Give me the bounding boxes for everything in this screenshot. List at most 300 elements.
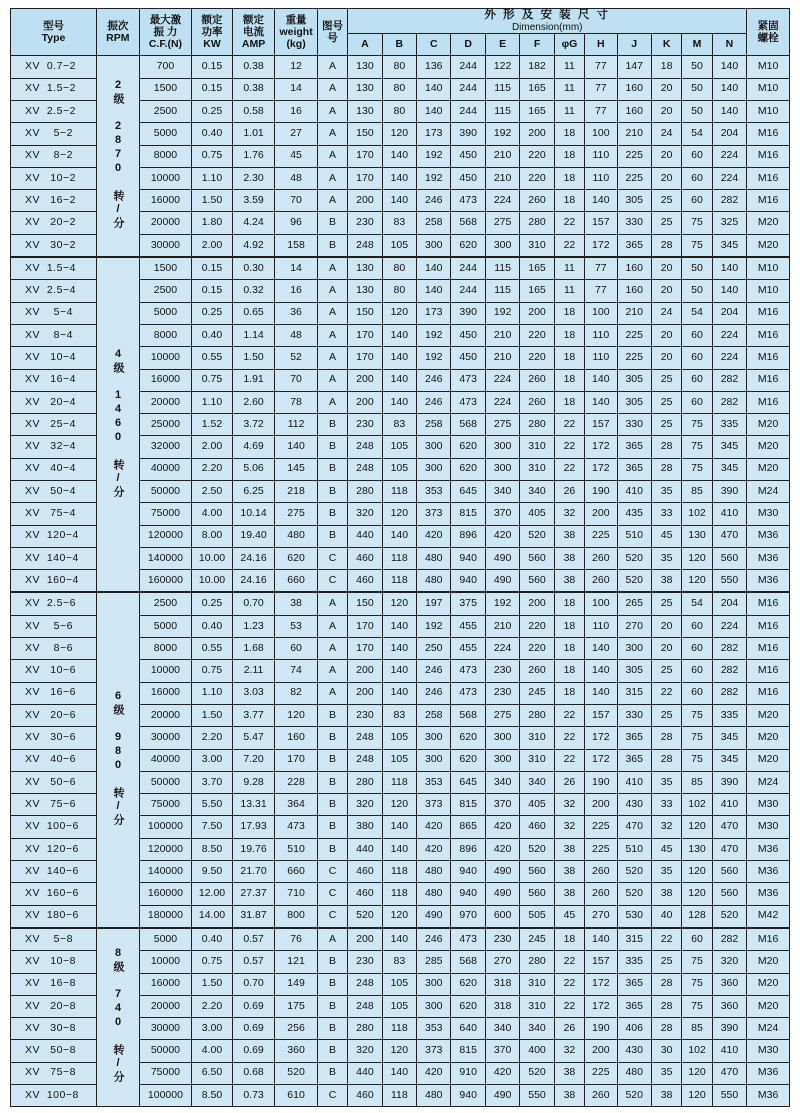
- cell-dim-a: 320: [348, 794, 382, 816]
- cell-type: XV 16−2: [11, 190, 97, 212]
- cell-dim-c: 246: [417, 369, 451, 391]
- cell-dim-h: 77: [585, 100, 617, 122]
- cell-weight-kg: 96: [275, 212, 318, 234]
- cell-dim-m: 60: [682, 660, 712, 682]
- cell-dim-n: 140: [712, 78, 747, 100]
- cell-dim-g: 38: [554, 547, 584, 569]
- cell-dim-k: 20: [651, 100, 681, 122]
- cell-dim-b: 140: [382, 145, 416, 167]
- header-power-kw: 额定 功率 KW: [192, 9, 233, 56]
- cell-dim-m: 75: [682, 951, 712, 973]
- cell-current-amp: 0.69: [232, 1040, 275, 1062]
- table-header: [11, 9, 790, 56]
- cell-dim-c: 480: [417, 1085, 451, 1107]
- cell-figure: B: [317, 749, 347, 771]
- cell-dim-g: 11: [554, 78, 584, 100]
- cell-cf-n: 8000: [139, 324, 192, 346]
- cell-dim-h: 157: [585, 704, 617, 726]
- cell-dim-f: 220: [520, 145, 554, 167]
- cell-dim-d: 640: [451, 1018, 485, 1040]
- cell-bolt: M10: [747, 257, 790, 280]
- cell-figure: B: [317, 973, 347, 995]
- cell-cf-n: 2500: [139, 592, 192, 615]
- cell-dim-j: 330: [617, 414, 651, 436]
- cell-weight-kg: 36: [275, 302, 318, 324]
- cell-dim-g: 32: [554, 1040, 584, 1062]
- cell-weight-kg: 175: [275, 995, 318, 1017]
- cell-dim-a: 460: [348, 547, 382, 569]
- cell-figure: A: [317, 302, 347, 324]
- cell-figure: B: [317, 704, 347, 726]
- cell-dim-c: 300: [417, 995, 451, 1017]
- header-dim-e: E: [485, 34, 519, 56]
- cell-dim-a: 248: [348, 458, 382, 480]
- cell-dim-j: 365: [617, 727, 651, 749]
- cell-dim-d: 390: [451, 302, 485, 324]
- cell-dim-j: 520: [617, 861, 651, 883]
- cell-dim-g: 45: [554, 905, 584, 928]
- cell-power-kw: 0.75: [192, 951, 233, 973]
- cell-type: XV 5−6: [11, 615, 97, 637]
- cell-dim-n: 410: [712, 503, 747, 525]
- cell-figure: B: [317, 525, 347, 547]
- cell-dim-j: 225: [617, 167, 651, 189]
- cell-dim-m: 75: [682, 436, 712, 458]
- cell-dim-j: 305: [617, 391, 651, 413]
- cell-type: XV 10−6: [11, 660, 97, 682]
- cell-cf-n: 8000: [139, 145, 192, 167]
- cell-dim-j: 520: [617, 883, 651, 905]
- cell-dim-k: 20: [651, 145, 681, 167]
- cell-dim-f: 520: [520, 525, 554, 547]
- cell-power-kw: 9.50: [192, 861, 233, 883]
- cell-bolt: M10: [747, 56, 790, 78]
- cell-dim-c: 246: [417, 190, 451, 212]
- cell-power-kw: 3.70: [192, 771, 233, 793]
- cell-cf-n: 75000: [139, 503, 192, 525]
- cell-cf-n: 2500: [139, 100, 192, 122]
- cell-dim-j: 160: [617, 280, 651, 302]
- cell-dim-e: 210: [485, 347, 519, 369]
- cell-dim-e: 420: [485, 816, 519, 838]
- cell-dim-n: 560: [712, 547, 747, 569]
- cell-figure: A: [317, 638, 347, 660]
- cell-dim-b: 105: [382, 234, 416, 257]
- cell-dim-h: 140: [585, 660, 617, 682]
- cell-dim-c: 300: [417, 234, 451, 257]
- cell-weight-kg: 16: [275, 280, 318, 302]
- cell-dim-c: 300: [417, 749, 451, 771]
- cell-dim-b: 120: [382, 503, 416, 525]
- cell-power-kw: 0.75: [192, 369, 233, 391]
- cell-figure: A: [317, 190, 347, 212]
- cell-bolt: M16: [747, 167, 790, 189]
- cell-dim-n: 410: [712, 794, 747, 816]
- cell-bolt: M16: [747, 682, 790, 704]
- cell-type: XV 120−6: [11, 838, 97, 860]
- cell-current-amp: 4.92: [232, 234, 275, 257]
- cell-dim-e: 490: [485, 570, 519, 593]
- cell-dim-f: 165: [520, 280, 554, 302]
- cell-dim-j: 520: [617, 570, 651, 593]
- cell-figure: B: [317, 234, 347, 257]
- cell-cf-n: 160000: [139, 570, 192, 593]
- cell-dim-g: 32: [554, 816, 584, 838]
- cell-dim-b: 80: [382, 78, 416, 100]
- cell-figure: A: [317, 123, 347, 145]
- cell-dim-j: 270: [617, 615, 651, 637]
- cell-dim-h: 157: [585, 951, 617, 973]
- cell-dim-d: 815: [451, 794, 485, 816]
- cell-dim-f: 280: [520, 951, 554, 973]
- cell-dim-e: 600: [485, 905, 519, 928]
- cell-dim-m: 50: [682, 257, 712, 280]
- cell-dim-f: 520: [520, 838, 554, 860]
- cell-weight-kg: 800: [275, 905, 318, 928]
- cell-cf-n: 50000: [139, 771, 192, 793]
- cell-dim-g: 11: [554, 257, 584, 280]
- cell-dim-c: 173: [417, 302, 451, 324]
- cell-dim-g: 18: [554, 638, 584, 660]
- cell-bolt: M24: [747, 1018, 790, 1040]
- cell-dim-b: 105: [382, 995, 416, 1017]
- cell-power-kw: 0.15: [192, 257, 233, 280]
- cell-dim-g: 11: [554, 100, 584, 122]
- cell-dim-e: 210: [485, 615, 519, 637]
- cell-type: XV 5−2: [11, 123, 97, 145]
- cell-dim-b: 118: [382, 570, 416, 593]
- cell-dim-h: 260: [585, 861, 617, 883]
- cell-dim-g: 18: [554, 190, 584, 212]
- cell-current-amp: 0.38: [232, 56, 275, 78]
- cell-current-amp: 3.77: [232, 704, 275, 726]
- cell-dim-c: 373: [417, 794, 451, 816]
- cell-weight-kg: 149: [275, 973, 318, 995]
- cell-current-amp: 19.40: [232, 525, 275, 547]
- cell-dim-g: 18: [554, 928, 584, 951]
- cell-power-kw: 8.50: [192, 1085, 233, 1107]
- cell-dim-d: 455: [451, 638, 485, 660]
- cell-dim-j: 430: [617, 1040, 651, 1062]
- cell-cf-n: 5000: [139, 123, 192, 145]
- cell-power-kw: 1.50: [192, 190, 233, 212]
- cell-dim-j: 147: [617, 56, 651, 78]
- cell-figure: A: [317, 167, 347, 189]
- cell-dim-d: 568: [451, 951, 485, 973]
- cell-dim-d: 645: [451, 481, 485, 503]
- cell-type: XV 16−6: [11, 682, 97, 704]
- cell-dim-b: 105: [382, 973, 416, 995]
- cell-current-amp: 0.38: [232, 78, 275, 100]
- cell-dim-d: 896: [451, 525, 485, 547]
- cell-cf-n: 16000: [139, 190, 192, 212]
- cell-dim-g: 22: [554, 973, 584, 995]
- cell-dim-e: 270: [485, 951, 519, 973]
- cell-dim-h: 77: [585, 280, 617, 302]
- cell-cf-n: 100000: [139, 1085, 192, 1107]
- cell-dim-n: 390: [712, 1018, 747, 1040]
- cell-power-kw: 7.50: [192, 816, 233, 838]
- cell-type: XV 140−6: [11, 861, 97, 883]
- cell-bolt: M16: [747, 391, 790, 413]
- cell-dim-h: 140: [585, 638, 617, 660]
- header-cf: 最大激 振 力 C.F.(N): [139, 9, 192, 56]
- cell-figure: C: [317, 570, 347, 593]
- cell-dim-k: 38: [651, 883, 681, 905]
- cell-dim-b: 140: [382, 615, 416, 637]
- cell-dim-c: 420: [417, 838, 451, 860]
- cell-dim-b: 105: [382, 436, 416, 458]
- cell-current-amp: 3.59: [232, 190, 275, 212]
- cell-dim-m: 85: [682, 771, 712, 793]
- cell-dim-k: 20: [651, 257, 681, 280]
- cell-dim-g: 38: [554, 1085, 584, 1107]
- cell-bolt: M16: [747, 324, 790, 346]
- cell-dim-h: 110: [585, 145, 617, 167]
- cell-dim-f: 260: [520, 391, 554, 413]
- cell-dim-c: 192: [417, 167, 451, 189]
- cell-current-amp: 31.87: [232, 905, 275, 928]
- cell-dim-g: 18: [554, 615, 584, 637]
- cell-dim-j: 305: [617, 369, 651, 391]
- cell-dim-d: 620: [451, 749, 485, 771]
- cell-dim-f: 560: [520, 570, 554, 593]
- cell-dim-n: 470: [712, 838, 747, 860]
- cell-figure: A: [317, 257, 347, 280]
- cell-dim-f: 245: [520, 682, 554, 704]
- cell-figure: B: [317, 727, 347, 749]
- cell-type: XV 5−4: [11, 302, 97, 324]
- cell-dim-j: 365: [617, 973, 651, 995]
- cell-dim-k: 20: [651, 347, 681, 369]
- cell-dim-m: 120: [682, 1062, 712, 1084]
- cell-dim-k: 33: [651, 794, 681, 816]
- cell-dim-c: 246: [417, 682, 451, 704]
- cell-dim-c: 173: [417, 123, 451, 145]
- cell-current-amp: 1.50: [232, 347, 275, 369]
- cell-dim-a: 200: [348, 190, 382, 212]
- cell-current-amp: 0.70: [232, 592, 275, 615]
- cell-figure: B: [317, 995, 347, 1017]
- cell-dim-a: 460: [348, 570, 382, 593]
- cell-cf-n: 120000: [139, 838, 192, 860]
- cell-dim-k: 25: [651, 592, 681, 615]
- cell-dim-h: 100: [585, 123, 617, 145]
- cell-dim-h: 100: [585, 302, 617, 324]
- cell-weight-kg: 121: [275, 951, 318, 973]
- cell-dim-b: 118: [382, 771, 416, 793]
- cell-dim-j: 365: [617, 458, 651, 480]
- cell-cf-n: 700: [139, 56, 192, 78]
- cell-dim-c: 192: [417, 615, 451, 637]
- cell-dim-a: 380: [348, 816, 382, 838]
- cell-bolt: M20: [747, 458, 790, 480]
- cell-dim-c: 353: [417, 771, 451, 793]
- cell-dim-a: 200: [348, 369, 382, 391]
- cell-dim-n: 224: [712, 145, 747, 167]
- cell-dim-j: 160: [617, 100, 651, 122]
- cell-bolt: M16: [747, 638, 790, 660]
- cell-dim-d: 940: [451, 861, 485, 883]
- cell-dim-n: 140: [712, 257, 747, 280]
- cell-dim-c: 136: [417, 56, 451, 78]
- cell-pole-rpm-group: 6级 980 转/分: [97, 592, 140, 927]
- cell-dim-f: 220: [520, 324, 554, 346]
- cell-dim-h: 200: [585, 503, 617, 525]
- cell-dim-e: 224: [485, 369, 519, 391]
- cell-dim-b: 118: [382, 547, 416, 569]
- cell-dim-j: 305: [617, 660, 651, 682]
- cell-cf-n: 40000: [139, 749, 192, 771]
- cell-dim-j: 530: [617, 905, 651, 928]
- cell-dim-b: 140: [382, 167, 416, 189]
- cell-dim-k: 28: [651, 1018, 681, 1040]
- cell-dim-k: 22: [651, 928, 681, 951]
- cell-dim-d: 473: [451, 190, 485, 212]
- cell-dim-m: 60: [682, 369, 712, 391]
- cell-dim-j: 330: [617, 704, 651, 726]
- cell-dim-e: 370: [485, 1040, 519, 1062]
- cell-dim-d: 620: [451, 436, 485, 458]
- cell-figure: A: [317, 324, 347, 346]
- cell-dim-g: 32: [554, 503, 584, 525]
- cell-power-kw: 0.25: [192, 100, 233, 122]
- cell-type: XV 100−6: [11, 816, 97, 838]
- cell-dim-e: 370: [485, 503, 519, 525]
- cell-figure: A: [317, 369, 347, 391]
- cell-dim-d: 865: [451, 816, 485, 838]
- cell-dim-m: 54: [682, 592, 712, 615]
- cell-type: XV 8−6: [11, 638, 97, 660]
- cell-weight-kg: 620: [275, 547, 318, 569]
- cell-dim-h: 225: [585, 816, 617, 838]
- cell-cf-n: 32000: [139, 436, 192, 458]
- cell-dim-m: 60: [682, 391, 712, 413]
- cell-dim-b: 80: [382, 257, 416, 280]
- cell-type: XV 40−4: [11, 458, 97, 480]
- cell-power-kw: 1.10: [192, 167, 233, 189]
- cell-weight-kg: 60: [275, 638, 318, 660]
- cell-weight-kg: 52: [275, 347, 318, 369]
- cell-dim-a: 460: [348, 1085, 382, 1107]
- cell-dim-g: 18: [554, 145, 584, 167]
- cell-cf-n: 16000: [139, 682, 192, 704]
- cell-dim-a: 248: [348, 749, 382, 771]
- cell-dim-g: 22: [554, 749, 584, 771]
- cell-dim-k: 25: [651, 414, 681, 436]
- table-row: [11, 592, 790, 615]
- cell-bolt: M10: [747, 100, 790, 122]
- cell-figure: B: [317, 212, 347, 234]
- cell-power-kw: 4.00: [192, 1040, 233, 1062]
- cell-dim-n: 224: [712, 347, 747, 369]
- cell-dim-m: 50: [682, 100, 712, 122]
- cell-dim-d: 940: [451, 570, 485, 593]
- cell-dim-n: 320: [712, 951, 747, 973]
- cell-bolt: M36: [747, 570, 790, 593]
- cell-current-amp: 0.58: [232, 100, 275, 122]
- cell-dim-e: 192: [485, 592, 519, 615]
- cell-dim-e: 224: [485, 638, 519, 660]
- cell-bolt: M16: [747, 145, 790, 167]
- cell-dim-j: 330: [617, 212, 651, 234]
- cell-figure: A: [317, 347, 347, 369]
- cell-current-amp: 2.60: [232, 391, 275, 413]
- cell-type: XV 160−6: [11, 883, 97, 905]
- cell-dim-j: 510: [617, 525, 651, 547]
- cell-cf-n: 30000: [139, 727, 192, 749]
- cell-weight-kg: 710: [275, 883, 318, 905]
- cell-bolt: M20: [747, 414, 790, 436]
- cell-bolt: M20: [747, 234, 790, 257]
- cell-dim-n: 560: [712, 861, 747, 883]
- cell-type: XV 5−8: [11, 928, 97, 951]
- cell-dim-m: 60: [682, 638, 712, 660]
- cell-dim-a: 200: [348, 391, 382, 413]
- cell-dim-e: 275: [485, 704, 519, 726]
- cell-bolt: M16: [747, 928, 790, 951]
- cell-dim-j: 315: [617, 928, 651, 951]
- cell-bolt: M20: [747, 973, 790, 995]
- header-dim-c: C: [417, 34, 451, 56]
- cell-dim-e: 490: [485, 861, 519, 883]
- cell-dim-b: 140: [382, 391, 416, 413]
- cell-power-kw: 1.50: [192, 704, 233, 726]
- cell-dim-g: 22: [554, 951, 584, 973]
- cell-dim-a: 150: [348, 302, 382, 324]
- cell-dim-h: 157: [585, 212, 617, 234]
- cell-dim-j: 300: [617, 638, 651, 660]
- cell-current-amp: 3.72: [232, 414, 275, 436]
- cell-dim-f: 405: [520, 503, 554, 525]
- cell-dim-d: 620: [451, 727, 485, 749]
- cell-figure: A: [317, 391, 347, 413]
- cell-power-kw: 0.75: [192, 145, 233, 167]
- cell-figure: B: [317, 503, 347, 525]
- cell-dim-b: 140: [382, 347, 416, 369]
- cell-dim-e: 340: [485, 771, 519, 793]
- cell-current-amp: 0.69: [232, 995, 275, 1017]
- cell-type: XV 40−6: [11, 749, 97, 771]
- cell-dim-g: 18: [554, 660, 584, 682]
- cell-cf-n: 50000: [139, 1040, 192, 1062]
- cell-current-amp: 5.06: [232, 458, 275, 480]
- cell-dim-m: 85: [682, 481, 712, 503]
- cell-dim-j: 365: [617, 749, 651, 771]
- cell-dim-d: 970: [451, 905, 485, 928]
- cell-dim-g: 26: [554, 481, 584, 503]
- cell-bolt: M20: [747, 749, 790, 771]
- cell-power-kw: 5.50: [192, 794, 233, 816]
- cell-dim-j: 210: [617, 123, 651, 145]
- cell-dim-k: 28: [651, 458, 681, 480]
- cell-type: XV 16−8: [11, 973, 97, 995]
- cell-dim-c: 285: [417, 951, 451, 973]
- cell-weight-kg: 27: [275, 123, 318, 145]
- cell-power-kw: 0.40: [192, 324, 233, 346]
- cell-bolt: M36: [747, 1085, 790, 1107]
- cell-cf-n: 10000: [139, 951, 192, 973]
- cell-dim-h: 225: [585, 838, 617, 860]
- cell-dim-d: 450: [451, 145, 485, 167]
- cell-dim-n: 224: [712, 324, 747, 346]
- cell-cf-n: 10000: [139, 167, 192, 189]
- cell-type: XV 75−4: [11, 503, 97, 525]
- cell-current-amp: 10.14: [232, 503, 275, 525]
- cell-dim-m: 102: [682, 1040, 712, 1062]
- cell-dim-n: 282: [712, 660, 747, 682]
- cell-dim-d: 450: [451, 167, 485, 189]
